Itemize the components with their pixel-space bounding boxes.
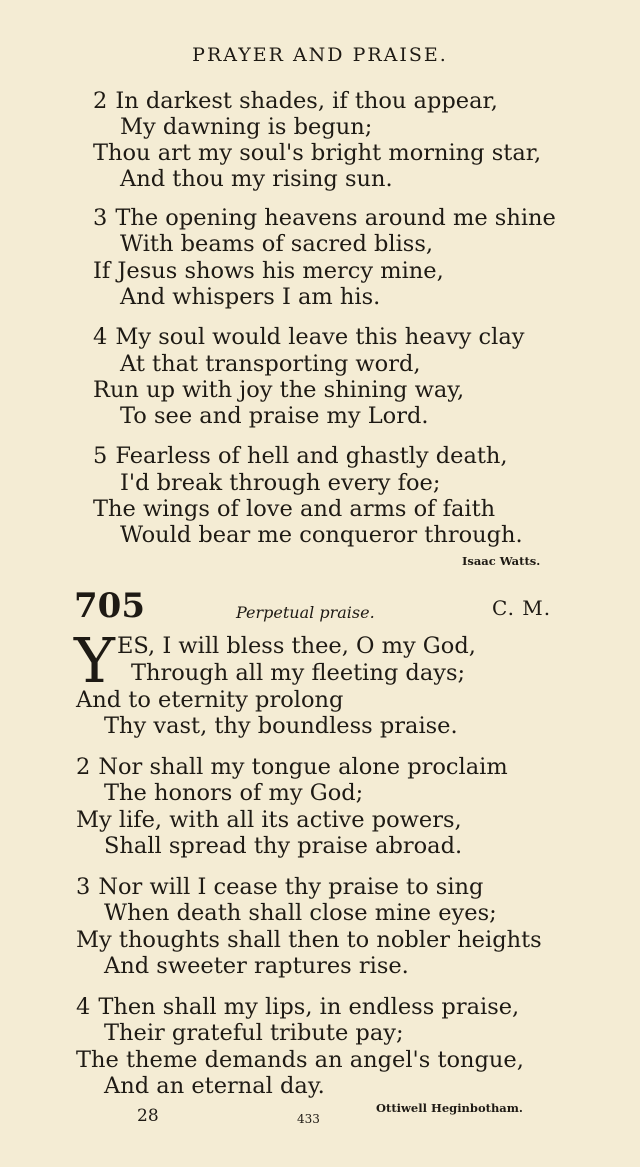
verse-line: With beams of sacred bliss, xyxy=(120,231,434,257)
verse-line: 3 The opening heavens around me shine xyxy=(93,205,556,231)
running-header: PRAYER AND PRAISE. xyxy=(192,44,448,66)
verse-line: Run up with joy the shining way, xyxy=(93,377,465,403)
drop-cap: Y xyxy=(74,624,115,697)
hymn-number: 705 xyxy=(74,586,145,626)
verse-number: 4 xyxy=(76,994,91,1020)
verse-line: To see and praise my Lord. xyxy=(120,403,429,429)
verse-line: My life, with all its active powers, xyxy=(76,807,462,833)
verse-line: And sweeter raptures rise. xyxy=(104,953,409,979)
verse-line: Thy vast, thy boundless praise. xyxy=(104,713,458,739)
verse-line: And to eternity prolong xyxy=(76,687,344,713)
verse-line: 2 In darkest shades, if thou appear, xyxy=(93,88,498,114)
verse-line: The wings of love and arms of faith xyxy=(93,496,496,522)
verse-line: 2 Nor shall my tongue alone proclaim xyxy=(76,754,508,780)
page-number: 433 xyxy=(297,1112,320,1126)
verse-number: 3 xyxy=(76,874,91,900)
verse-line: At that transporting word, xyxy=(120,351,421,377)
author-attribution: Isaac Watts. xyxy=(462,554,541,568)
verse-line: Would bear me conqueror through. xyxy=(120,522,523,548)
verse-line: And an eternal day. xyxy=(104,1073,325,1099)
verse-line: If Jesus shows his mercy mine, xyxy=(93,258,444,284)
verse-number: 4 xyxy=(93,324,108,350)
author-attribution: Ottiwell Heginbotham. xyxy=(376,1101,523,1115)
verse-line: 5 Fearless of hell and ghastly death, xyxy=(93,443,508,469)
verse-line: Shall spread thy praise abroad. xyxy=(104,833,463,859)
hymn-title: Perpetual praise. xyxy=(236,603,375,622)
verse-line: My thoughts shall then to nobler heights xyxy=(76,927,542,953)
verse-number: 2 xyxy=(93,88,108,114)
verse-line: My dawning is begun; xyxy=(120,114,373,140)
signature-mark: 28 xyxy=(137,1106,159,1126)
verse-line: When death shall close mine eyes; xyxy=(104,900,497,926)
verse-line: And whispers I am his. xyxy=(120,284,381,310)
verse-number: 3 xyxy=(93,205,108,231)
verse-line: Through all my fleeting days; xyxy=(131,660,466,686)
verse-line: Thou art my soul's bright morning star, xyxy=(93,140,542,166)
verse-number: 5 xyxy=(93,443,108,469)
verse-line: 3 Nor will I cease thy praise to sing xyxy=(76,874,484,900)
verse-line: The theme demands an angel's tongue, xyxy=(76,1047,524,1073)
verse-line: 4 My soul would leave this heavy clay xyxy=(93,324,525,350)
verse-line: Their grateful tribute pay; xyxy=(104,1020,404,1046)
verse-line: ES, I will bless thee, O my God, xyxy=(117,633,476,659)
verse-line: I'd break through every foe; xyxy=(120,470,441,496)
verse-line: 4 Then shall my lips, in endless praise, xyxy=(76,994,520,1020)
verse-line: And thou my rising sun. xyxy=(120,166,393,192)
verse-line: The honors of my God; xyxy=(104,780,364,806)
verse-number: 2 xyxy=(76,754,91,780)
hymn-meter: C. M. xyxy=(492,596,552,620)
